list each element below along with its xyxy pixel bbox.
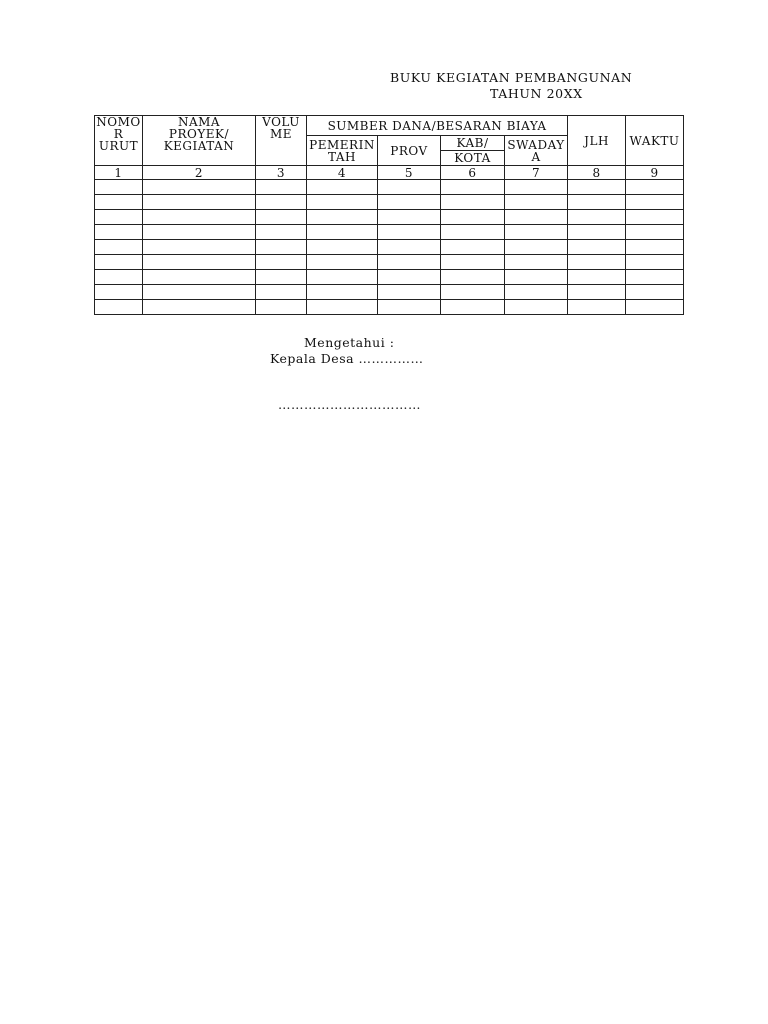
- column-number: 9: [626, 166, 684, 180]
- header-nomor-urut: NOMO R URUT: [95, 116, 143, 166]
- table-cell: [307, 285, 378, 300]
- table-cell: [307, 300, 378, 315]
- header-sumber-dana: SUMBER DANA/BESARAN BIAYA: [307, 116, 568, 136]
- table-cell: [505, 180, 568, 195]
- table-row: [95, 270, 684, 285]
- column-number: 1: [95, 166, 143, 180]
- table-cell: [626, 255, 684, 270]
- table-cell: [441, 300, 505, 315]
- table-cell: [568, 225, 626, 240]
- table-row: [95, 180, 684, 195]
- table-cell: [143, 195, 256, 210]
- table-cell: [378, 210, 441, 225]
- table-cell: [256, 225, 307, 240]
- table-cell: [307, 270, 378, 285]
- column-number: 5: [378, 166, 441, 180]
- table-cell: [568, 300, 626, 315]
- table-cell: [307, 180, 378, 195]
- table-cell: [95, 255, 143, 270]
- table-cell: [505, 270, 568, 285]
- header-waktu: WAKTU: [626, 116, 684, 166]
- table-cell: [626, 225, 684, 240]
- header-kota: KOTA: [441, 151, 505, 166]
- table-cell: [143, 255, 256, 270]
- table-cell: [256, 180, 307, 195]
- kepala-desa-label: Kepala Desa ……………: [270, 351, 424, 366]
- column-number: 7: [505, 166, 568, 180]
- table-cell: [441, 240, 505, 255]
- header-jlh: JLH: [568, 116, 626, 166]
- table-cell: [95, 300, 143, 315]
- column-number: 8: [568, 166, 626, 180]
- table-cell: [256, 240, 307, 255]
- table-row: [95, 210, 684, 225]
- table-cell: [505, 285, 568, 300]
- table-cell: [441, 210, 505, 225]
- table-cell: [307, 255, 378, 270]
- kegiatan-table: [94, 115, 684, 315]
- header-pemerintah: PEMERIN TAH: [307, 136, 378, 166]
- table-cell: [256, 270, 307, 285]
- table-cell: [143, 270, 256, 285]
- column-number-row: [95, 166, 684, 180]
- table-cell: [441, 195, 505, 210]
- table-cell: [143, 300, 256, 315]
- table-cell: [568, 210, 626, 225]
- table-cell: [441, 225, 505, 240]
- table-cell: [626, 300, 684, 315]
- table-cell: [307, 225, 378, 240]
- table-cell: [95, 285, 143, 300]
- table-cell: [568, 285, 626, 300]
- table-row: [95, 225, 684, 240]
- table-cell: [95, 210, 143, 225]
- table-cell: [568, 240, 626, 255]
- table-cell: [568, 255, 626, 270]
- table-cell: [307, 210, 378, 225]
- table-cell: [256, 285, 307, 300]
- table-cell: [378, 285, 441, 300]
- table-cell: [505, 225, 568, 240]
- table-cell: [256, 255, 307, 270]
- table-cell: [378, 270, 441, 285]
- table-cell: [143, 180, 256, 195]
- table-cell: [378, 225, 441, 240]
- table-cell: [256, 300, 307, 315]
- table-cell: [626, 180, 684, 195]
- table-cell: [143, 210, 256, 225]
- table-cell: [95, 180, 143, 195]
- header-prov: PROV: [378, 136, 441, 166]
- table-cell: [505, 210, 568, 225]
- table-row: [95, 300, 684, 315]
- table-cell: [626, 240, 684, 255]
- table-cell: [256, 210, 307, 225]
- table-row: [95, 240, 684, 255]
- table-cell: [143, 285, 256, 300]
- column-number: 2: [143, 166, 256, 180]
- table-cell: [626, 195, 684, 210]
- table-cell: [143, 240, 256, 255]
- table-cell: [378, 240, 441, 255]
- table-row: [95, 255, 684, 270]
- column-number: 6: [441, 166, 505, 180]
- header-kab: KAB/: [441, 136, 505, 151]
- table-row: [95, 285, 684, 300]
- table-row: [95, 195, 684, 210]
- document-year: TAHUN 20XX: [490, 86, 583, 101]
- table-cell: [378, 180, 441, 195]
- table-cell: [95, 270, 143, 285]
- table-cell: [441, 285, 505, 300]
- table-cell: [568, 195, 626, 210]
- table-cell: [568, 270, 626, 285]
- table-cell: [441, 180, 505, 195]
- table-cell: [626, 270, 684, 285]
- table-cell: [378, 195, 441, 210]
- table-cell: [505, 240, 568, 255]
- table-cell: [505, 255, 568, 270]
- signature-name-line: ……………………………: [278, 397, 421, 412]
- table-cell: [626, 210, 684, 225]
- document-title: BUKU KEGIATAN PEMBANGUNAN: [390, 70, 633, 85]
- table-cell: [441, 255, 505, 270]
- table-cell: [307, 195, 378, 210]
- table-cell: [441, 270, 505, 285]
- table-cell: [256, 195, 307, 210]
- header-volume: VOLU ME: [256, 116, 307, 166]
- header-nama-proyek: NAMA PROYEK/ KEGIATAN: [143, 116, 256, 166]
- mengetahui-label: Mengetahui :: [304, 335, 395, 350]
- table-cell: [143, 225, 256, 240]
- table-cell: [378, 255, 441, 270]
- table-cell: [95, 225, 143, 240]
- table-cell: [378, 300, 441, 315]
- table-cell: [95, 240, 143, 255]
- column-number: 3: [256, 166, 307, 180]
- table-cell: [505, 195, 568, 210]
- table-cell: [626, 285, 684, 300]
- table-cell: [307, 240, 378, 255]
- table-cell: [568, 180, 626, 195]
- table-cell: [505, 300, 568, 315]
- header-swadaya: SWADAY A: [505, 136, 568, 166]
- table-cell: [95, 195, 143, 210]
- column-number: 4: [307, 166, 378, 180]
